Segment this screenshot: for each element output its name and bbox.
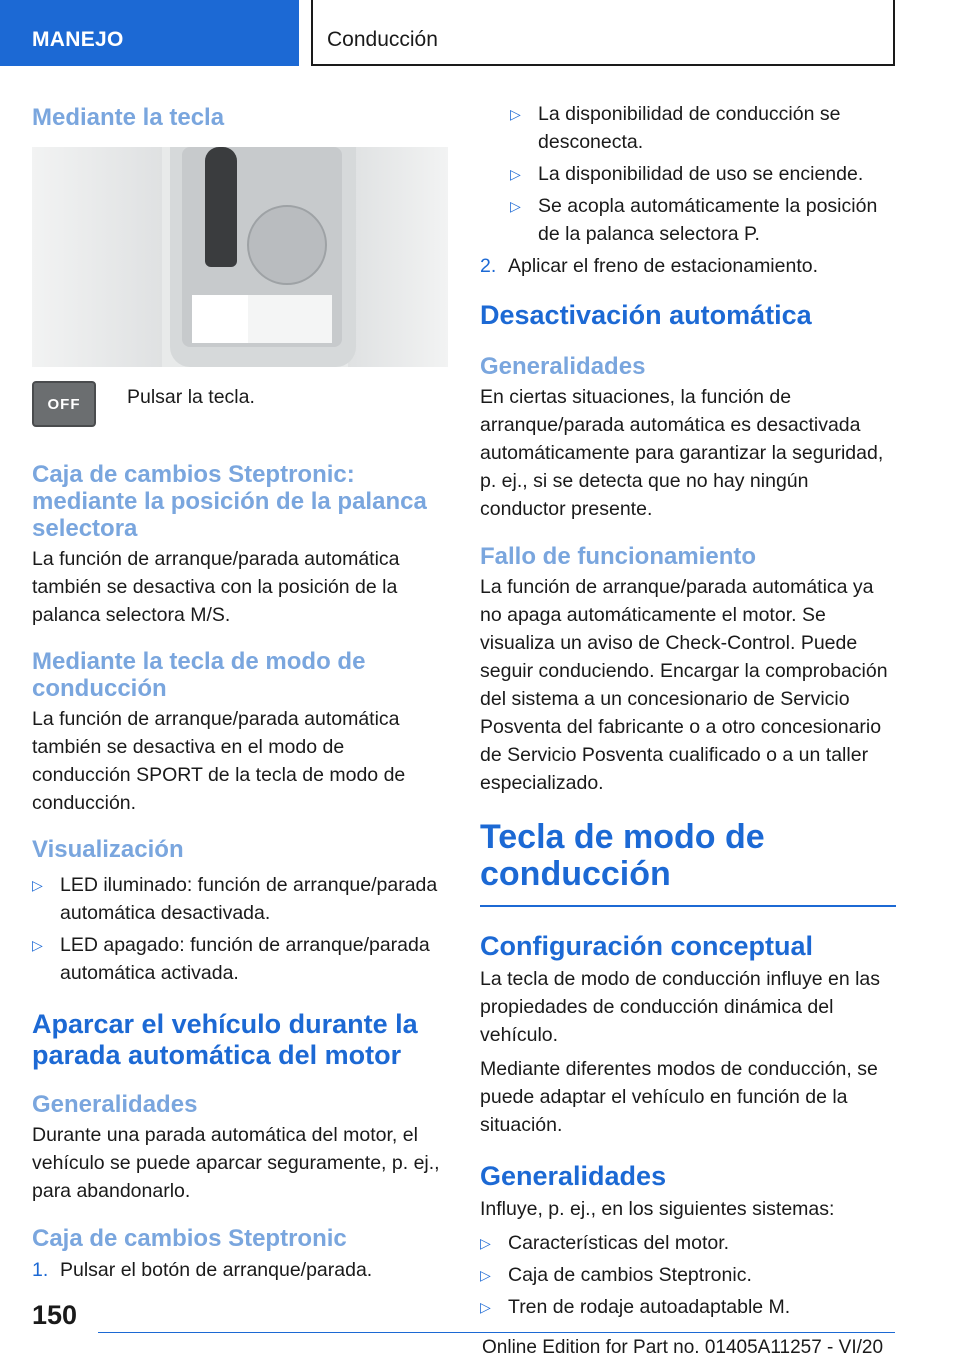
triangle-bullet-icon: ▷ xyxy=(480,1235,491,1251)
sub-list xyxy=(480,100,896,248)
list-item: ▷ La disponibilidad de uso se enciende. xyxy=(510,160,896,188)
chapter-label: Conducción xyxy=(327,28,438,51)
paragraph-configuracion-1: La tecla de modo de conducción influye en las propiedades de conducción dinámica del vehículo. xyxy=(480,968,881,1046)
key-instruction xyxy=(32,381,448,431)
paragraph-generalidades: Durante una parada automática del motor, el vehículo se puede aparcar seguramente, p. ej., para abandonarlo. xyxy=(32,1124,440,1202)
list-item: 1. Pulsar el botón de arranque/parada. xyxy=(32,1259,373,1281)
heading-fallo: Fallo de funcionamiento xyxy=(480,543,757,570)
key-instruction-text: Pulsar la tecla. xyxy=(127,386,255,408)
left-column xyxy=(32,100,448,1284)
heading-generalidades-2: Generalidades xyxy=(480,1161,667,1191)
list-item: ▷ Se acopla automáticamente la posición de la palanca selectora P. xyxy=(510,192,896,248)
heading-generalidades: Generalidades xyxy=(32,1091,198,1118)
gear-lever-icon xyxy=(205,147,237,267)
paragraph-generalidades-2: Influye, p. ej., en los siguientes sistemas: xyxy=(480,1198,835,1220)
triangle-bullet-icon: ▷ xyxy=(510,198,521,214)
heading-modo-conduccion: Mediante la tecla de modo de conducción xyxy=(32,648,366,702)
seat-left xyxy=(32,147,162,367)
heading-desactivacion: Desactivación automática xyxy=(480,300,812,330)
section-divider xyxy=(480,905,896,907)
list-item: ▷ LED iluminado: función de arranque/parada automática desactivada. xyxy=(32,871,448,927)
auto-start-stop-off-icon: OFF xyxy=(32,381,96,427)
triangle-bullet-icon: ▷ xyxy=(510,166,521,182)
list-item: ▷ Características del motor. xyxy=(480,1229,896,1257)
section-label: MANEJO xyxy=(32,28,124,51)
heading-caja-posicion: Caja de cambios Steptronic: mediante la posición de la palanca selectora xyxy=(32,461,427,542)
edition-text: Online Edition for Part no. 01405A11257 - VI/20 xyxy=(482,1337,884,1358)
list-item: ▷ LED apagado: función de arranque/parada automática activada. xyxy=(32,931,448,987)
chapter-box xyxy=(311,0,895,66)
triangle-bullet-icon: ▷ xyxy=(32,937,43,953)
page-header xyxy=(0,0,960,66)
triangle-bullet-icon: ▷ xyxy=(480,1299,491,1315)
console-photo xyxy=(32,147,448,367)
footer-divider xyxy=(98,1332,895,1333)
triangle-bullet-icon: ▷ xyxy=(480,1267,491,1283)
heading-visualizacion: Visualización xyxy=(32,836,184,863)
section-tab[interactable] xyxy=(0,0,299,66)
list-item: 2. Aplicar el freno de estacionamiento. xyxy=(480,255,819,277)
paragraph-caja-posicion: La función de arranque/parada automática también se desactiva con la posición de la palanca selectora M/S. xyxy=(32,548,400,626)
heading-generalidades: Generalidades xyxy=(480,353,646,380)
paragraph-fallo: La función de arranque/parada automática ya no apaga automáticamente el motor. Se visualiza un aviso de Check-Control. Puede seguir conduciendo. Encargar la comprobación del sistema a un concesionario de Servicio Posventa del fabricante o a otro concesionario de Servicio Posventa cualificado o a un taller especializado. xyxy=(480,576,888,794)
list-item: ▷ Caja de cambios Steptronic. xyxy=(480,1261,896,1289)
page-number: 150 xyxy=(32,1300,78,1330)
heading-configuracion: Configuración conceptual xyxy=(480,931,814,961)
trim-panel xyxy=(192,295,248,343)
triangle-bullet-icon: ▷ xyxy=(510,106,521,122)
heading-mediante-tecla: Mediante la tecla xyxy=(32,104,225,131)
heading-aparcar: Aparcar el vehículo durante la parada automática del motor xyxy=(32,1009,418,1070)
controller-knob-icon xyxy=(247,205,327,285)
paragraph-modo-conduccion: La función de arranque/parada automática también se desactiva en el modo de conducción SPORT de la tecla de modo de conducción. xyxy=(32,708,406,814)
list-item: ▷ La disponibilidad de conducción se desconecta. xyxy=(510,100,896,156)
trim-panel xyxy=(248,295,332,343)
paragraph-generalidades: En ciertas situaciones, la función de arranque/parada automática es desactivada automáticamente para garantizar la seguridad, p. ej., si se detecta que no hay ningún conductor presente. xyxy=(480,386,884,520)
seat-right xyxy=(348,147,448,367)
heading-tecla-modo: Tecla de modo de conducción xyxy=(480,818,765,893)
list-item: ▷ Tren de rodaje autoadaptable M. xyxy=(480,1293,896,1321)
right-column xyxy=(480,100,896,1321)
paragraph-configuracion-2: Mediante diferentes modos de conducción, se puede adaptar el vehículo en función de la situación. xyxy=(480,1058,878,1136)
triangle-bullet-icon: ▷ xyxy=(32,877,43,893)
heading-caja-steptronic: Caja de cambios Steptronic xyxy=(32,1225,347,1252)
